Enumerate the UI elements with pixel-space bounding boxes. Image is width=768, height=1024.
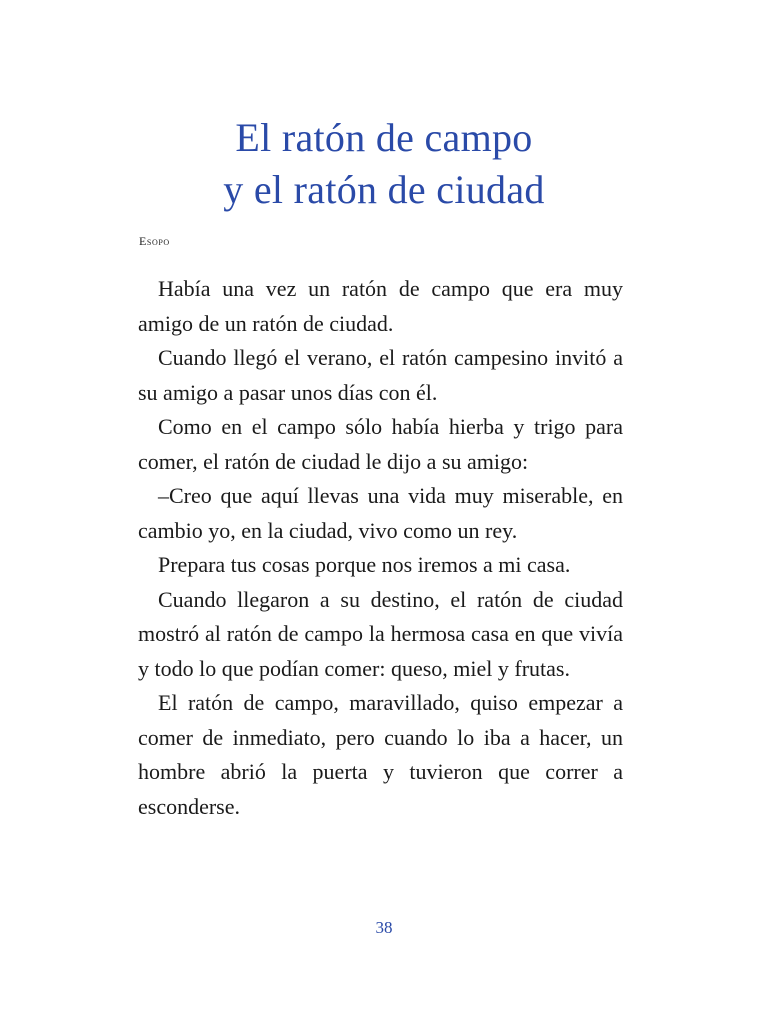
paragraph: Cuando llegó el verano, el ratón campesino invitó a su amigo a pasar unos días con él. — [138, 345, 623, 405]
author-name: Esopo — [139, 234, 170, 248]
paragraph: Prepara tus cosas porque nos iremos a mi casa. — [158, 552, 571, 577]
story-body — [138, 272, 623, 824]
paragraph: Había una vez un ratón de campo que era muy amigo de un ratón de ciudad. — [138, 276, 623, 336]
title-line-1: El ratón de campo — [235, 115, 533, 160]
paragraph: Cuando llegaron a su destino, el ratón de ciudad mostró al ratón de campo la hermosa casa en que vivía y todo lo que podían comer: queso, miel y frutas. — [138, 586, 623, 681]
story-title — [0, 112, 768, 216]
paragraph: El ratón de campo, maravillado, quiso empezar a comer de inmediato, pero cuando lo iba a hacer, un hombre abrió la puerta y tuvieron que correr a esconderse. — [138, 690, 623, 819]
page-number: 38 — [375, 918, 393, 937]
title-line-2: y el ratón de ciudad — [223, 167, 545, 212]
paragraph: Como en el campo sólo había hierba y trigo para comer, el ratón de ciudad le dijo a su amigo: — [138, 414, 623, 474]
paragraph: –Creo que aquí llevas una vida muy miserable, en cambio yo, en la ciudad, vivo como un rey. — [138, 483, 623, 543]
